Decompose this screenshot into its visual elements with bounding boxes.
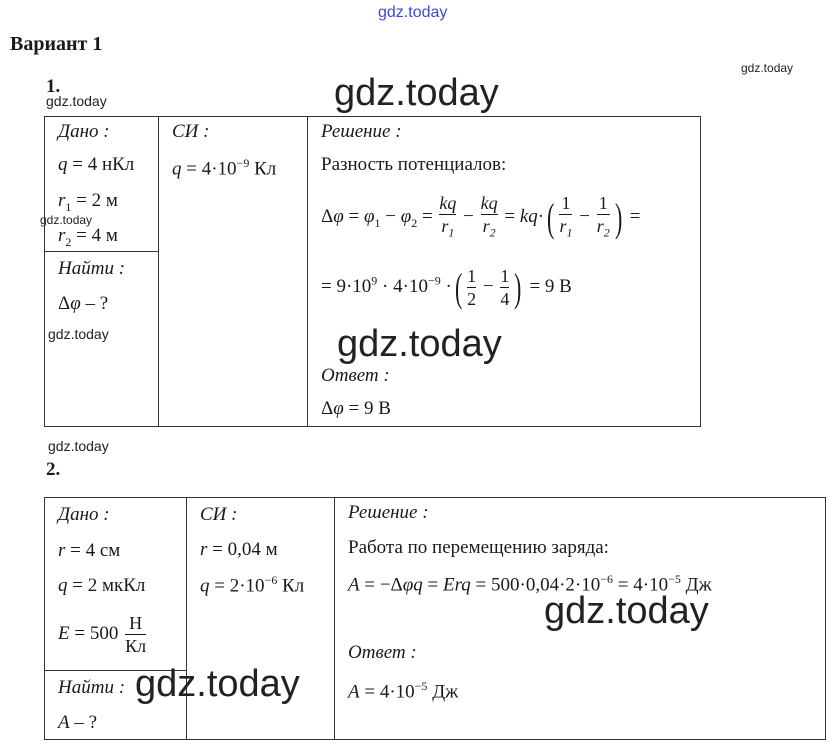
watermark-small: gdz.today (48, 326, 109, 342)
given-q: q = 2 мкКл (58, 575, 146, 596)
given-q: q = 4 нКл (58, 154, 135, 175)
find-label: Найти : (58, 258, 126, 279)
table-divider (307, 116, 308, 427)
table-divider (158, 116, 159, 427)
given-r2: $r_2 = 4$ м (58, 225, 118, 249)
watermark-small: gdz.today (48, 438, 109, 454)
problem-1-number: 1. (46, 76, 61, 97)
solution-title: Работа по перемещению заряда: (348, 537, 609, 558)
problem-2-number: 2. (46, 459, 61, 480)
answer-value: $A = 4\cdot 10^{-5}$ Дж (348, 679, 459, 703)
formula-line-1: $\Delta\varphi = \varphi_1 - \varphi_2$ = $\frac{kq}{r_1}$ − $\frac{kq}{r_2}$ = kq·( $\frac{1}{r_1}$ − $\frac{1}{r_2}$ ) = (321, 193, 641, 241)
si-label: СИ : (200, 504, 238, 525)
formula-line-2: = $9\cdot 10^9 \cdot 4\cdot 10^{-9}$ ·( $\frac{1}{2}$ − $\frac{1}{4}$ ) = 9 В (321, 265, 572, 310)
si-r: r = 0,04 м (200, 539, 278, 560)
watermark-large: gdz.today (544, 590, 709, 632)
watermark-small: gdz.today (741, 61, 794, 75)
variant-title: Вариант 1 (10, 33, 103, 55)
answer-label: Ответ : (321, 365, 390, 386)
watermark-small: gdz.today (40, 213, 93, 227)
given-label: Дано : (58, 121, 110, 142)
answer-label: Ответ : (348, 642, 417, 663)
watermark-large: gdz.today (135, 663, 300, 705)
formula: A = −Δφq = Erq = $500\cdot 0,04\cdot 2\cdot 10^{-6} = 4\cdot 10^{-5}$ Дж (348, 572, 712, 596)
table-divider (44, 251, 158, 252)
table-divider (334, 497, 335, 740)
si-value: $q = 4\cdot 10^{-9}$ Кл (172, 156, 277, 180)
find-label: Найти : (58, 677, 126, 698)
find-value: Δφ – ? (58, 293, 109, 314)
si-label: СИ : (172, 121, 210, 142)
watermark-top: gdz.today (378, 4, 448, 21)
given-e: E = 500 $\frac{Н}{Кл}$ (58, 613, 147, 656)
si-q: $q = 2\cdot 10^{-6}$ Кл (200, 573, 305, 597)
watermark-large: gdz.today (337, 323, 502, 365)
watermark-small: gdz.today (46, 93, 107, 109)
solution-label: Решение : (321, 121, 402, 142)
solution-label: Решение : (348, 502, 429, 523)
watermark-large: gdz.today (334, 72, 499, 114)
given-r: r = 4 см (58, 540, 121, 561)
answer-value: Δφ = 9 В (321, 398, 391, 419)
given-r1: $r_1 = 2$ м (58, 190, 118, 214)
solution-title: Разность потенциалов: (321, 154, 507, 175)
given-label: Дано : (58, 504, 110, 525)
find-value: A – ? (58, 712, 98, 733)
